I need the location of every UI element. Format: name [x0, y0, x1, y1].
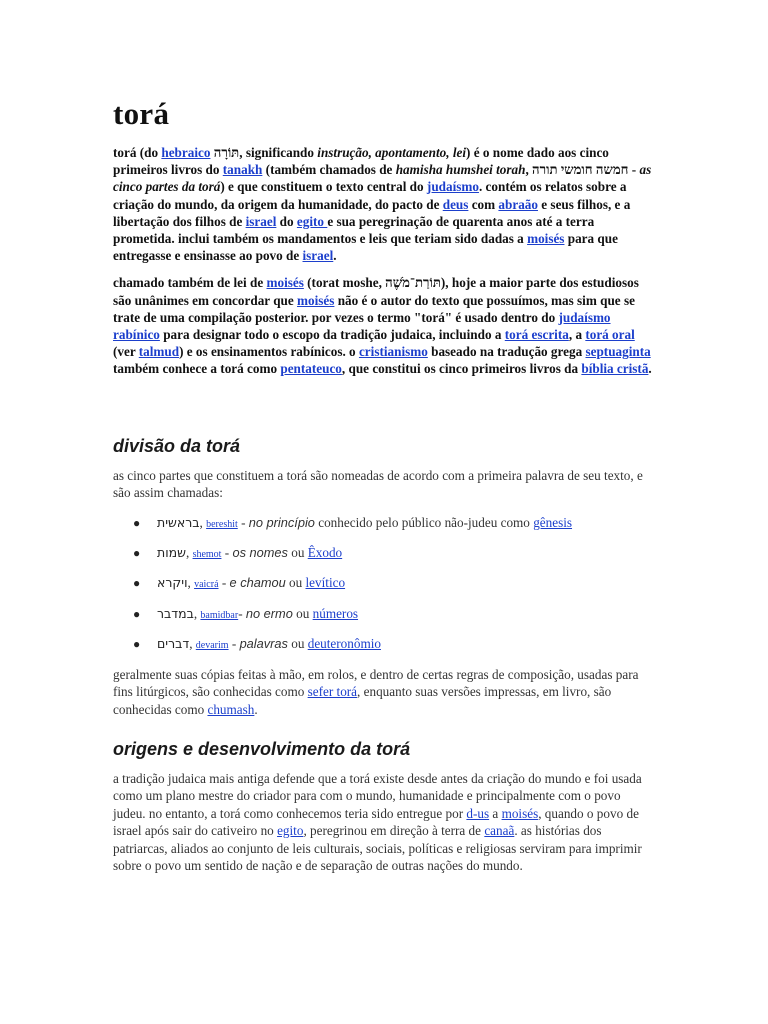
link-chumash[interactable]: chumash — [207, 701, 255, 717]
bullet-icon: ● — [133, 606, 141, 621]
hebrew-name: בראשית — [157, 515, 200, 530]
text-run: torá (do — [113, 145, 162, 160]
text-run: , que constitui os cinco primeiros livros da — [341, 361, 582, 377]
text-run: . — [254, 701, 258, 717]
separator: , — [185, 545, 193, 561]
bullet-icon: ● — [133, 516, 141, 530]
link-tanakh[interactable]: tanakh — [222, 162, 263, 178]
section-heading-origens: origens e desenvolvimento da torá — [113, 739, 411, 759]
text-run: ou — [287, 545, 308, 561]
text-run: ) e que constituem o texto central do — [220, 179, 427, 195]
text-run: geralmente suas cópias feitas à mão, em rolos, e dentro de certas regras de composição, usadas para fins litúrgicos, são conhecidas como — [113, 667, 639, 700]
text-run: para que entregasse e ensinasse ao povo de — [113, 231, 618, 264]
text-run: baseado na tradução grega — [427, 344, 586, 360]
text-run: . — [648, 361, 652, 377]
link-israel[interactable]: israel — [245, 213, 277, 229]
link-translit[interactable]: shemot — [192, 549, 222, 561]
origens-paragraph — [113, 770, 653, 874]
hebrew-name: ויקרא — [157, 575, 188, 591]
link-pentateuco[interactable]: pentateuco — [280, 361, 342, 377]
book-meaning: palavras — [239, 635, 288, 651]
text-run: também conhece a torá como — [113, 361, 281, 377]
after-paragraph — [113, 666, 653, 718]
link-book[interactable]: gênesis — [533, 515, 573, 530]
separator: - — [237, 515, 249, 530]
text-run: ou — [285, 575, 306, 591]
link-talmud[interactable]: talmud — [138, 344, 180, 360]
link-book[interactable]: levítico — [305, 575, 346, 591]
separator: , — [189, 635, 196, 651]
intro-paragraph-2 — [113, 274, 653, 377]
separator: - — [228, 635, 240, 651]
book-row — [157, 515, 572, 531]
link-translit[interactable]: vaicrá — [194, 579, 219, 591]
text-run: não é o autor do texto que possuímos, mas sim que se trate de uma compilação posterior. por vezes o termo "torá" é usado dentro do — [113, 292, 635, 325]
link-septuaginta[interactable]: septuaginta — [585, 344, 651, 360]
link-egito[interactable]: egito — [296, 213, 328, 229]
book-meaning: no ermo — [245, 605, 293, 621]
link-translit[interactable]: bereshit — [206, 519, 238, 530]
separator: - — [218, 575, 230, 591]
hebrew-name: דברים — [157, 635, 190, 651]
text-run: (também chamados de — [262, 162, 396, 178]
separator: - — [238, 605, 246, 621]
text-run: ou — [292, 605, 313, 621]
link-tora-escrita[interactable]: torá escrita — [504, 327, 569, 343]
text-run: (torat moshe, תּוֹרַת־מֹשֶׁה), hoje a maior parte dos estudiosos são unânimes em concordar que — [113, 275, 639, 308]
text-run: chamado também de lei de — [113, 275, 267, 291]
text-run: , peregrinou em direção à terra de — [303, 823, 485, 839]
separator: , — [187, 575, 195, 591]
text-run: do — [276, 213, 297, 229]
intro-section — [113, 144, 653, 388]
book-row — [157, 636, 381, 652]
text-run: (ver — [113, 344, 139, 360]
text-run: , enquanto suas versões impressas, em livro, são conhecidas como — [113, 684, 612, 717]
book-row — [157, 545, 342, 561]
link-moises[interactable]: moisés — [501, 805, 539, 821]
intro-paragraph-1 — [113, 144, 653, 264]
list-item — [133, 515, 653, 545]
book-meaning: no princípio — [248, 515, 315, 530]
link-translit[interactable]: bamidbar — [200, 609, 239, 621]
separator: , — [193, 605, 201, 621]
text-run: , quando o povo de israel após sair do cativeiro no — [113, 805, 639, 839]
link-moises[interactable]: moisés — [297, 292, 335, 308]
link-d-us[interactable]: d-us — [466, 805, 490, 821]
text-run: . as histórias dos patriarcas, aliados ao conjunto de leis culturais, sociais, políticas e religiosas serviram para imprimir sobre o povo um sentido de nação e de separação de outras nações do mundo. — [113, 823, 642, 874]
link-abraao[interactable]: abraão — [498, 196, 538, 212]
section-heading-divisao: divisão da torá — [113, 436, 241, 456]
bullet-icon: ● — [133, 636, 141, 651]
lead-paragraph: as cinco partes que constituem a torá são nomeadas de acordo com a primeira palavra de seu texto, e são assim chamadas: — [113, 468, 643, 501]
section-divisao-lead — [113, 467, 653, 502]
text-run: ) e os ensinamentos rabínicos. o — [179, 344, 359, 360]
separator: - — [221, 545, 233, 561]
link-book[interactable]: Êxodo — [307, 545, 343, 561]
section-origens-text — [113, 770, 653, 874]
bullet-icon: ● — [133, 576, 141, 591]
list-item — [133, 575, 653, 605]
text-run: . — [333, 248, 337, 264]
link-deus[interactable]: deus — [442, 196, 469, 212]
section-divisao-after — [113, 666, 653, 718]
link-judaismo-rabinico[interactable]: judaísmo rabínico — [113, 309, 611, 343]
hebrew-name: במדבר — [157, 605, 194, 621]
list-item — [133, 606, 653, 636]
page-title: torá — [113, 96, 170, 131]
list-item — [133, 545, 653, 575]
text-run: , חמשה חומשי תורה - — [525, 162, 640, 178]
text-run: com — [468, 196, 499, 212]
text-run: e sua peregrinação de quarenta anos até a terra prometida. inclui também os mandamentos e leis que teriam sido dadas a — [113, 213, 595, 247]
link-book[interactable]: deuteronômio — [307, 635, 381, 651]
text-run: as cinco partes da torá — [113, 162, 652, 195]
link-moises[interactable]: moisés — [266, 275, 304, 291]
text-run: ) é o nome dado aos cinco primeiros livros do — [113, 145, 609, 178]
link-canaa[interactable]: canaã — [484, 823, 515, 839]
book-meaning: os nomes — [232, 545, 288, 561]
text-run: תּוֹרָה, significando — [210, 145, 318, 160]
hebrew-name: שמות — [157, 545, 186, 561]
list-item — [133, 636, 653, 666]
link-egito[interactable]: egito — [277, 823, 304, 839]
text-run: a — [489, 805, 502, 821]
link-judaismo[interactable]: judaísmo — [426, 179, 479, 195]
book-meaning: e chamou — [229, 575, 286, 591]
bullet-icon: ● — [133, 546, 141, 561]
text-run: , a — [568, 327, 586, 343]
link-book[interactable]: números — [312, 605, 359, 621]
text-run: . contém os relatos sobre a criação do mundo, da origem da humanidade, do pacto de — [113, 179, 627, 212]
link-cristianismo[interactable]: cristianismo — [358, 344, 428, 360]
link-translit[interactable]: devarim — [195, 639, 229, 651]
text-run: hamisha humshei torah — [395, 162, 526, 178]
link-biblia-crista[interactable]: bíblia cristã — [581, 361, 649, 377]
text-run: ou — [287, 635, 308, 651]
link-israel[interactable]: israel — [302, 248, 334, 264]
text-run: e seus filhos, e a libertação dos filhos de — [113, 196, 631, 229]
link-hebraico[interactable]: hebraico — [161, 145, 211, 160]
link-tora-oral[interactable]: torá oral — [585, 327, 635, 343]
text-run: a tradição judaica mais antiga defende que a torá existe desde antes da criação do mundo e foi usada como um plano mestre do criador para com o mundo, humanidade e principalmente com o povo judeu. no entanto, a torá como conhecemos teria sido entregue por — [113, 771, 642, 821]
separator: , — [199, 515, 207, 530]
book-row — [157, 606, 358, 622]
text-run: conhecido pelo público não-judeu como — [314, 515, 534, 530]
link-moises[interactable]: moisés — [527, 231, 565, 247]
text-run: para designar todo o escopo da tradição judaica, incluindo a — [159, 327, 505, 343]
link-sefer-tora[interactable]: sefer torá — [307, 684, 358, 700]
book-list — [133, 515, 653, 666]
book-row — [157, 575, 345, 591]
text-run: instrução, apontamento, lei — [317, 145, 467, 160]
